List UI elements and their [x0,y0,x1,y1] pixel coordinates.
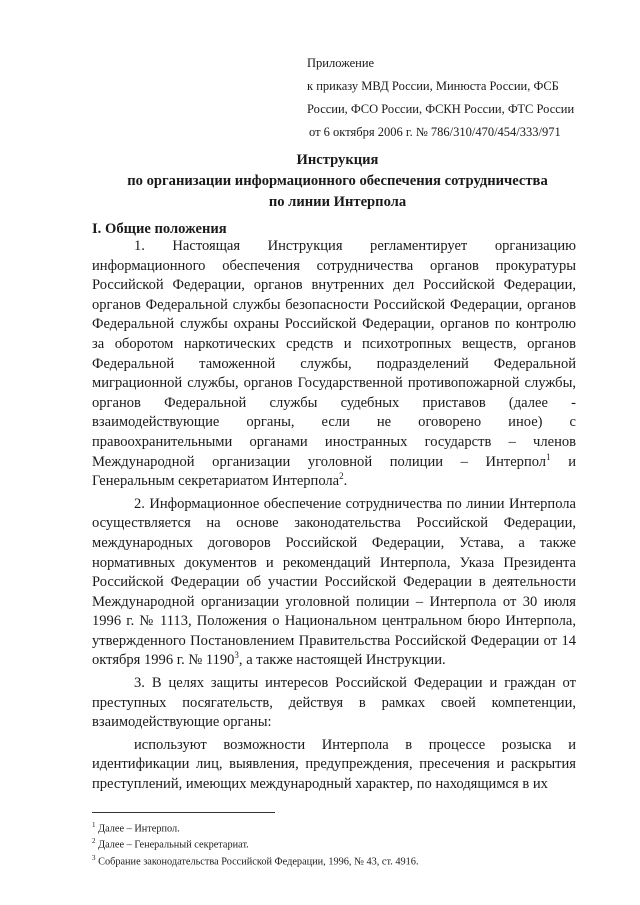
appendix-line-4: от 6 октября 2006 г. № 786/310/470/454/333/971 [309,125,561,139]
footnote-3-number: 3 [92,853,96,862]
footnote-3 [92,852,572,868]
appendix-header [307,52,607,144]
paragraph-4: используют возможности Интерпола в процессе розыска и идентификации лиц, выявления, предупреждения, пресечения и раскрытия преступлений, имеющих международный характер, по находящимся в их [92,736,576,793]
paragraph-2-end: , а также настоящей Инструкции. [238,652,446,669]
appendix-line-2: к приказу МВД России, Минюста России, ФСБ [307,79,559,93]
footnote-2 [92,835,572,851]
title-line-1: Инструкция [296,152,379,168]
footnote-1-number: 1 [92,821,96,829]
footnotes [92,819,572,868]
footnote-ref-2: 2 [339,471,344,482]
section-heading: I. Общие положения [92,221,227,237]
title-line-2: по организации информационного обеспечения сотрудничества [127,173,548,189]
footnote-ref-3: 3 [234,650,239,661]
section-body [92,237,576,795]
paragraph-1-text: 1. Настоящая Инструкция регламентирует организацию информационного обеспечения сотрудничества органов прокуратуры Российской Федерации, органов внутренних дел Российской Федерации, органов Федеральной службы безопасности Российской Федерации, органов Федеральной службы охраны Российской Федерации, органов по контролю за оборотом наркотических средств и психотропных веществ, органов Федеральной таможенной службы, подразделений Федеральной миграционной службы, органов Государственной противопожарной службы, органов Федеральной службы судебных приставов (далее - взаимодействующие органы, если не оговорено иное) с правоохранительными органами иностранных государств – членов Международной организации уголовной полиции – Интерпол [92,238,576,470]
footnote-divider [92,812,275,813]
appendix-line-3: России, ФСО России, ФСКН России, ФТС России [307,102,575,116]
footnote-2-number: 2 [92,837,96,846]
paragraph-1-end: . [343,473,348,490]
paragraph-3: 3. В целях защиты интересов Российской Федерации и граждан от преступных посягательств, действуя в рамках своей компетенции, взаимодействующие органы: [92,675,576,731]
footnote-3-text: Собрание законодательства Российской Федерации, 1996, № 43, ст. 4916. [95,856,419,868]
footnote-1-text: Далее – Интерпол. [95,823,180,835]
paragraph-2-text: 2. Информационное обеспечение сотрудничества по линии Интерпола осуществляется на основе законодательства Российской Федерации, международных договоров Российской Федерации, Устава, а также нормативных документов и рекомендаций Интерпола, Указа Президента Российской Федерации об участии Российской Федерации в деятельности Международной организации уголовной полиции – Интерпола от 30 июля 1996 г. № 1113, Положения о Национальном центральном бюро Интерпола, утвержденного Постановлением Правительства Российской Федерации от 14 октября 1996 г. № 1190 [92,495,576,669]
footnote-ref-1: 1 [546,451,551,462]
paragraph-2 [92,495,576,671]
title-line-3: по линии Интерпола [268,194,407,210]
appendix-line-1: Приложение [307,56,375,70]
footnote-1 [92,819,572,835]
footnote-2-text: Далее – Генеральный секретариат. [95,839,249,851]
paragraph-1-text-cont: и Генеральным секретариатом Интерпола [92,453,576,490]
document-title [90,150,585,213]
paragraph-1 [92,237,576,492]
